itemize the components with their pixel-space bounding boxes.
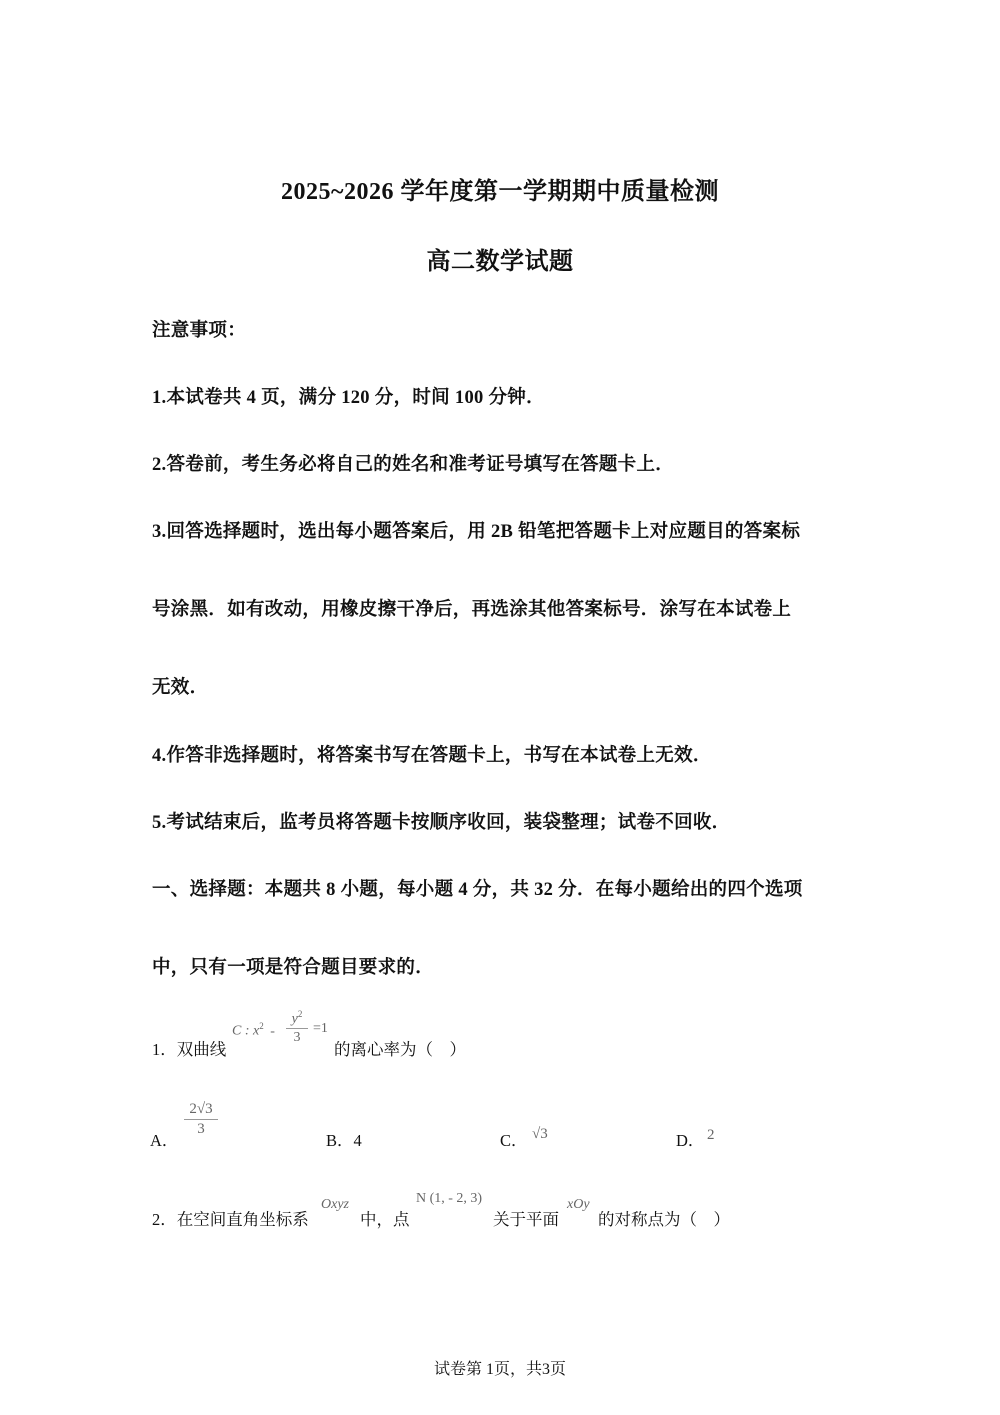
question-1-option-a-value: 2√3 3 — [184, 1101, 218, 1137]
notice-item-4: 4.作答非选择题时，将答案书写在答题卡上，书写在本试卷上无效． — [152, 746, 712, 766]
notice-item-1: 1.本试卷共 4 页，满分 120 分，时间 100 分钟． — [152, 388, 545, 408]
question-2-prefix: 2．在空间直角坐标系 — [152, 1210, 309, 1229]
question-1-prefix: 1．双曲线 — [152, 1040, 227, 1059]
notice-item-3-line-3: 无效． — [152, 678, 209, 698]
question-1-equation: C : $x^2$ - — [232, 1021, 275, 1039]
section-1-heading-line-1: 一、选择题：本题共 8 小题，每小题 4 分，共 32 分．在每小题给出的四个选项 — [152, 880, 803, 900]
question-2-mid-1: 中，点 — [360, 1210, 410, 1229]
question-1-option-d-value: 2 — [707, 1127, 715, 1143]
notice-item-3-line-2: 号涂黑．如有改动，用橡皮擦干净后，再选涂其他答案标号．涂写在本试卷上 — [152, 600, 792, 620]
question-2-point: N (1, - 2, 3) — [416, 1191, 483, 1206]
section-1-heading-line-2: 中，只有一项是符合题目要求的． — [152, 958, 435, 978]
question-2-plane: xOy — [567, 1197, 590, 1212]
question-1-equals: =1 — [313, 1021, 328, 1036]
notice-item-2: 2.答卷前，考生务必将自己的姓名和准考证号填写在答题卡上． — [152, 455, 675, 475]
question-1-option-c-label: C． — [500, 1131, 528, 1150]
question-1-suffix: 的离心率为（ ） — [334, 1040, 466, 1059]
question-1-fraction: $y^2$ 3 — [286, 1010, 308, 1045]
question-1-option-d-label: D． — [676, 1131, 705, 1150]
question-1-option-c-value: √3 — [532, 1126, 548, 1142]
page-footer: 试卷第 1页，共3页 — [433, 1361, 566, 1378]
notice-heading: 注意事项： — [152, 321, 247, 341]
question-2-suffix: 的对称点为（ ） — [598, 1210, 730, 1229]
question-2-mid-2: 关于平面 — [493, 1210, 559, 1229]
notice-item-3-line-1: 3.回答选择题时，选出每小题答案后，用 2B 铅笔把答题卡上对应题目的答案标 — [152, 522, 801, 542]
notice-item-5: 5.考试结束后，监考员将答题卡按顺序收回，装袋整理；试卷不回收． — [152, 813, 731, 833]
question-2-coordinate-system: Oxyz — [321, 1197, 349, 1212]
question-1-option-a-label: A． — [150, 1131, 179, 1150]
exam-title: 2025~2026 学年度第一学期期中质量检测 — [281, 179, 719, 205]
question-1-option-b: B．4 — [326, 1131, 362, 1150]
exam-subtitle: 高二数学试题 — [426, 249, 574, 275]
